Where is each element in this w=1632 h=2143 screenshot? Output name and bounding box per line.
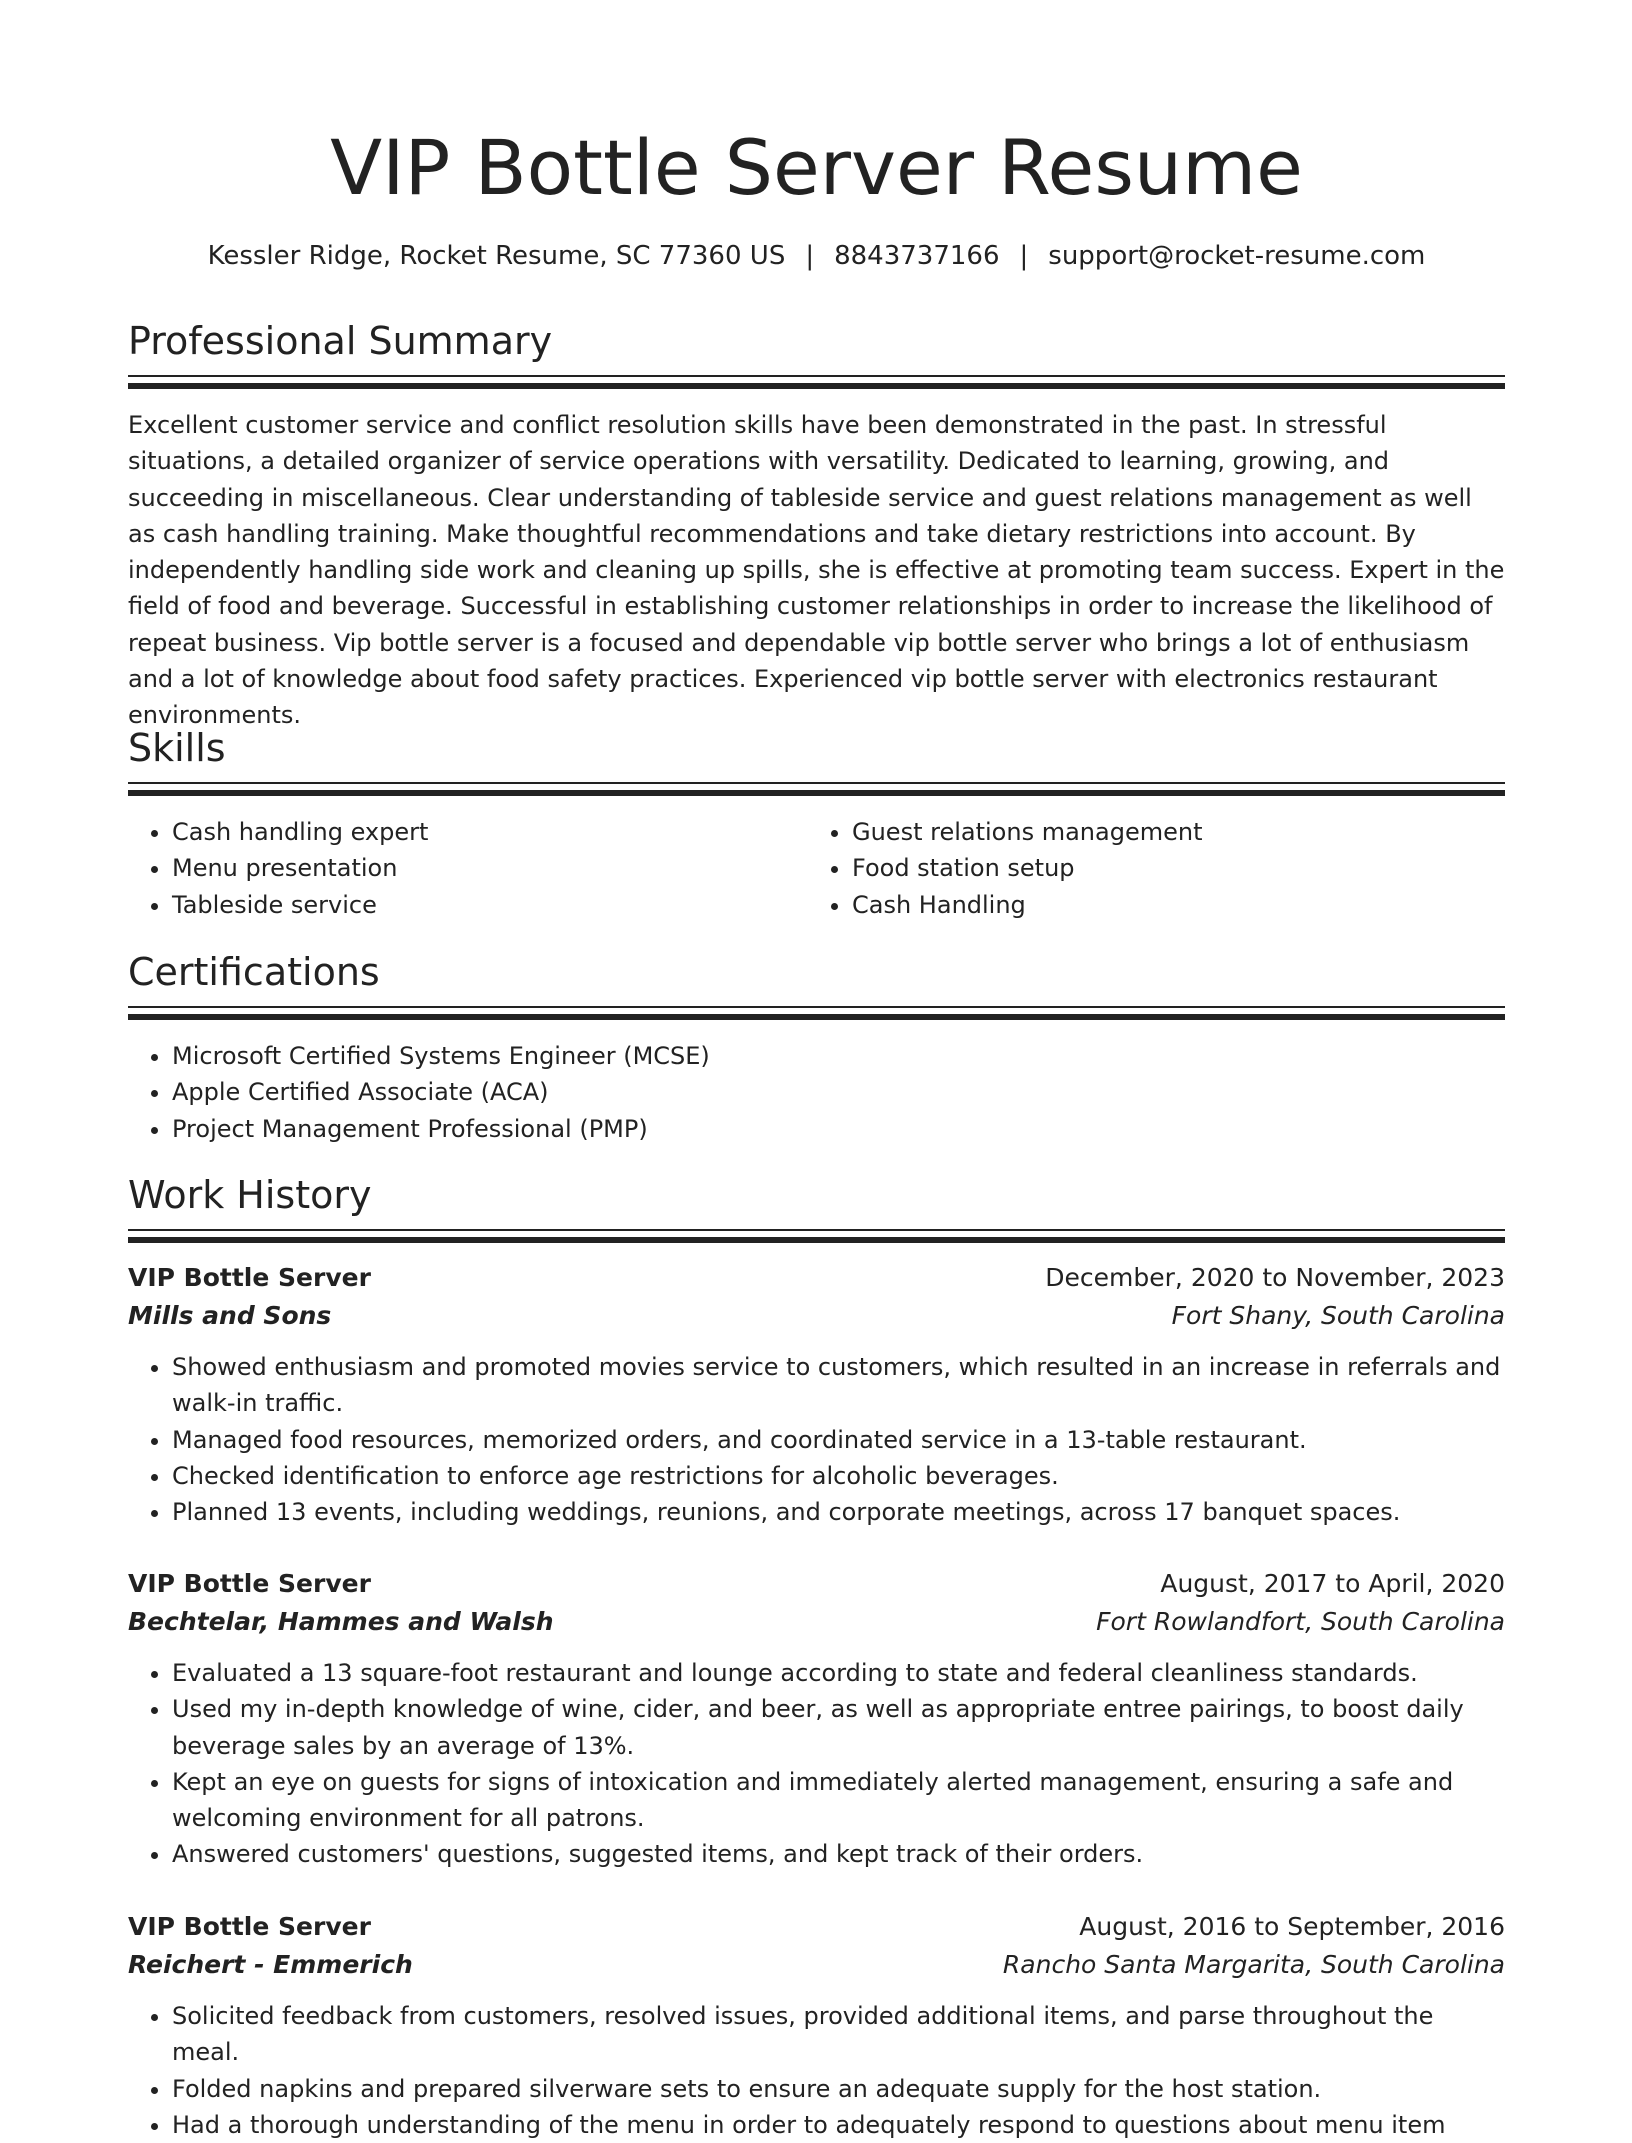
skills-list-left	[128, 814, 808, 923]
certification-item: • Microsoft Certified Systems Engineer (MCSE)	[172, 1038, 1505, 1074]
skill-item: • Food station setup	[852, 850, 1488, 886]
section-divider	[128, 375, 1505, 377]
summary-text: Excellent customer service and conflict resolution skills have been demonstrated in the past. In stressful situations, a detailed organizer of service operations with versatility. Dedicated to learning, growing, and succeeding in miscellaneous. Clear understanding of tableside service and guest relations management as well as cash handling training. Make thoughtful recommendations and take dietary restrictions into account. By independently handling side work and cleaning up spills, she is effective at promoting team success. Expert in the field of food and beverage. Successful in establishing customer relationships in order to increase the likelihood of repeat business. Vip bottle server is a focused and dependable vip bottle server who brings a lot of enthusiasm and a lot of knowledge about food safety practices. Experienced vip bottle server with electronics restaurant environments.	[128, 411, 1505, 730]
certifications-heading: Certifications	[128, 950, 380, 994]
job-bullets	[128, 1998, 1505, 2143]
job-title: VIP Bottle Server	[128, 1912, 371, 1941]
skill-item: • Menu presentation	[172, 850, 808, 886]
summary-heading: Professional Summary	[128, 319, 553, 363]
skill-item: • Tableside service	[172, 887, 808, 923]
section-divider	[128, 1014, 1505, 1020]
job-title: VIP Bottle Server	[128, 1569, 371, 1598]
contact-email: support@rocket-resume.com	[1048, 241, 1426, 271]
job-bullets	[128, 1655, 1505, 1873]
contact-separator: |	[805, 241, 815, 271]
job-bullet: • Had a thorough understanding of the menu in order to adequately respond to questions about menu item	[172, 2107, 1505, 2143]
skill-item: • Cash Handling	[852, 887, 1488, 923]
work-history-section	[128, 1171, 1505, 1243]
job-subheader-row	[128, 1946, 1505, 1984]
section-divider	[128, 1006, 1505, 1008]
certification-item: • Project Management Professional (PMP)	[172, 1111, 1505, 1147]
job-company: Reichert - Emmerich	[128, 1950, 413, 1979]
job-bullets	[128, 1349, 1505, 1530]
certification-item: • Apple Certified Associate (ACA)	[172, 1074, 1505, 1110]
skill-item: • Guest relations management	[852, 814, 1488, 850]
job-bullet: • Kept an eye on guests for signs of intoxication and immediately alerted management, ensuring a safe and welcoming environment for all patrons.	[172, 1764, 1505, 1837]
certifications-list	[128, 1038, 1505, 1147]
job-header-row	[128, 1908, 1505, 1946]
job-header-row	[128, 1259, 1505, 1297]
section-divider	[128, 1229, 1505, 1231]
contact-line	[128, 238, 1505, 274]
job-bullet: • Showed enthusiasm and promoted movies service to customers, which resulted in an increase in referrals and walk-in traffic.	[172, 1349, 1505, 1422]
contact-address: Kessler Ridge, Rocket Resume, SC 77360 US	[207, 241, 786, 271]
section-divider	[128, 1237, 1505, 1243]
job-dates: December, 2020 to November, 2023	[1045, 1263, 1505, 1292]
skills-section	[128, 724, 1505, 923]
work-history-heading: Work History	[128, 1173, 372, 1217]
skills-grid	[128, 814, 1505, 923]
section-divider	[128, 782, 1505, 784]
job-bullet: • Planned 13 events, including weddings, reunions, and corporate meetings, across 17 banquet spaces.	[172, 1494, 1505, 1530]
job-bullet: • Used my in-depth knowledge of wine, cider, and beer, as well as appropriate entree pairings, to boost daily beverage sales by an average of 13%.	[172, 1691, 1505, 1764]
job-company: Mills and Sons	[128, 1301, 332, 1330]
job-entry	[128, 1565, 1505, 1873]
skill-item: • Cash handling expert	[172, 814, 808, 850]
resume-title: VIP Bottle Server Resume	[330, 123, 1303, 212]
summary-section	[128, 317, 1505, 734]
job-bullet: • Solicited feedback from customers, resolved issues, provided additional items, and parse throughout the meal.	[172, 1998, 1505, 2071]
job-company: Bechtelar, Hammes and Walsh	[128, 1607, 554, 1636]
job-dates: August, 2016 to September, 2016	[1079, 1912, 1505, 1941]
job-subheader-row	[128, 1603, 1505, 1641]
job-header-row	[128, 1565, 1505, 1603]
job-entry	[128, 1259, 1505, 1530]
job-bullet: • Evaluated a 13 square-foot restaurant and lounge according to state and federal cleanliness standards.	[172, 1655, 1505, 1691]
job-bullet: • Answered customers' questions, suggested items, and kept track of their orders.	[172, 1836, 1505, 1872]
job-bullet: • Folded napkins and prepared silverware sets to ensure an adequate supply for the host station.	[172, 2071, 1505, 2107]
certifications-section	[128, 948, 1505, 1147]
job-location: Fort Shany, South Carolina	[1171, 1301, 1505, 1330]
job-dates: August, 2017 to April, 2020	[1160, 1569, 1505, 1598]
job-bullet: • Managed food resources, memorized orders, and coordinated service in a 13-table restaurant.	[172, 1422, 1505, 1458]
skills-heading: Skills	[128, 726, 226, 770]
contact-phone: 8843737166	[834, 241, 1000, 271]
contact-separator: |	[1019, 241, 1029, 271]
job-entry	[128, 1908, 1505, 2143]
section-divider	[128, 383, 1505, 389]
job-location: Fort Rowlandfort, South Carolina	[1096, 1607, 1505, 1636]
job-subheader-row	[128, 1297, 1505, 1335]
job-bullet: • Checked identification to enforce age restrictions for alcoholic beverages.	[172, 1458, 1505, 1494]
job-location: Rancho Santa Margarita, South Carolina	[1002, 1950, 1505, 1979]
skills-list-right	[808, 814, 1488, 923]
section-divider	[128, 790, 1505, 796]
job-title: VIP Bottle Server	[128, 1263, 371, 1292]
